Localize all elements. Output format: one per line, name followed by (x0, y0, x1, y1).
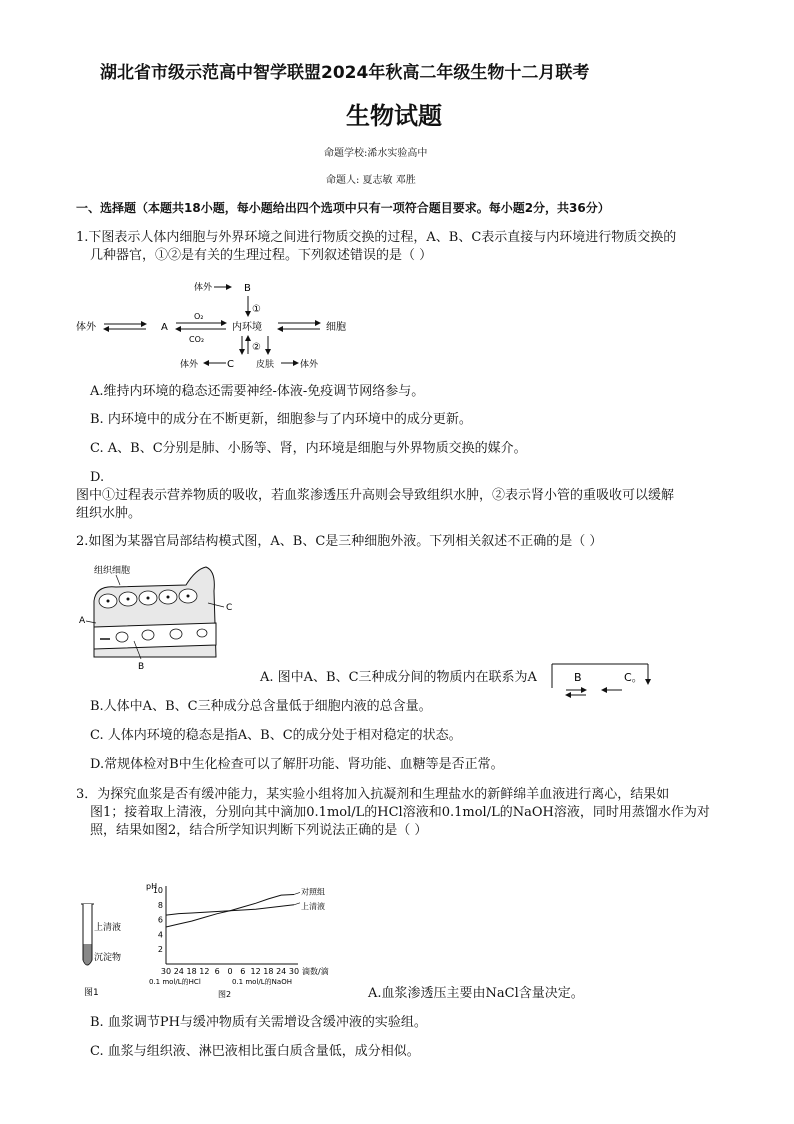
diagram-C: C (227, 359, 234, 370)
diagram-outside-right: 体外 (300, 360, 319, 370)
q2-option-a-diagram (548, 660, 654, 700)
page-title: 生物试题 (346, 102, 442, 130)
x-tick-label: 30 (288, 967, 300, 976)
x-tick-label: 24 (173, 967, 184, 976)
diagram-outside-left: 体外 (76, 322, 96, 333)
series-label-0: 对照组 (301, 887, 325, 897)
diagram-process-1: ① (252, 304, 261, 315)
x-tick-label: 24 (276, 967, 287, 976)
q1-option-c: C. A、B、C分别是肺、小肠等、肾，内环境是细胞与外界物质交换的媒介。 (90, 441, 527, 456)
x-label-naoh: 0.1 mol/L的NaOH (232, 978, 292, 986)
x-tick-label: 18 (263, 967, 274, 976)
diagram-label-B: B (574, 671, 582, 684)
q2-option-a: A. 图中A、B、C三种成分间的物质内在联系为A (260, 670, 537, 685)
q3-figure-1 (76, 900, 146, 1000)
diagram-cell: 细胞 (326, 322, 346, 333)
series-leader-1 (294, 903, 300, 905)
x-tick-label: 6 (240, 967, 246, 976)
fig2-caption: 图2 (218, 990, 232, 999)
q3-option-b: B. 血浆调节PH与缓冲物质有关需增设含缓冲液的实验组。 (90, 1015, 427, 1030)
diagram-B: B (244, 283, 251, 294)
q3-stem-line2: 图1；接着取上清液，分别向其中滴加0.1mol/L的HCl溶液和0.1mol/L的NaOH溶液，同时用蒸馏水作为对 (90, 805, 710, 820)
y-tick-label: 2 (157, 945, 163, 955)
diagram-label-C: C。 (624, 671, 643, 684)
series-line-1 (166, 905, 294, 915)
q3-stem-line3: 照，结果如图2，结合所学知识判断下列说法正确的是（ ） (90, 823, 428, 838)
x-tick-label: 30 (160, 967, 172, 976)
fig1-caption: 图1 (84, 988, 99, 998)
q1-stem-line1: 1.下图表示人体内细胞与外界环境之间进行物质交换的过程，A、B、C表示直接与内环境进行物质交换的 (76, 230, 677, 245)
diagram-O2: O₂ (194, 312, 204, 321)
y-tick-label: 8 (157, 900, 163, 910)
fig1-label-sediment: 沉淀物 (94, 953, 122, 963)
diagram-CO2: CO₂ (189, 335, 205, 344)
q1-option-d-line1: 图中①过程表示营养物质的吸收，若血浆渗透压升高则会导致组织水肿，②表示肾小管的重吸收可以缓解 (76, 488, 675, 503)
q3-figure-2-chart (146, 880, 356, 1000)
diagram-skin: 皮肤 (256, 360, 275, 370)
authors-line: 命题人: 夏志敏 邓胜 (326, 175, 416, 186)
figure-label-tissue-cell: 组织细胞 (94, 566, 131, 576)
school-line: 命题学校:浠水实验高中 (324, 148, 428, 159)
exam-title: 湖北省市级示范高中智学联盟2024年秋高二年级生物十二月联考 (100, 63, 590, 83)
x-axis-unit: 滴数/滴 (302, 967, 329, 976)
y-tick-label: 4 (157, 930, 163, 940)
q1-option-d: D. (90, 470, 105, 485)
y-tick-label: 10 (152, 886, 163, 895)
q3-stem-line1: 3．为探究血浆是否有缓冲能力，某实验小组将加入抗凝剂和生理盐水的新鲜绵羊血液进行离心，结果如 (76, 787, 670, 802)
q1-option-a: A.维持内环境的稳态还需要神经-体液-免疫调节网络参与。 (90, 384, 425, 399)
x-tick-label: 12 (250, 967, 261, 976)
q1-stem-line2: 几种器官，①②是有关的生理过程。下列叙述错误的是（ ） (90, 248, 433, 263)
series-label-1: 上清液 (301, 901, 325, 911)
diagram-A: A (161, 322, 168, 333)
y-axis-label: pH (146, 882, 158, 891)
q3-option-c: C. 血浆与组织液、淋巴液相比蛋白质含量低，成分相似。 (90, 1044, 420, 1059)
q2-option-d: D.常规体检对B中生化检查可以了解肝功能、肾功能、血糖等是否正常。 (90, 757, 504, 772)
x-tick-label: 12 (199, 967, 210, 976)
q3-option-a: A.血浆渗透压主要由NaCl含量决定。 (368, 986, 584, 1001)
diagram-outside-top: 体外 (194, 283, 213, 293)
x-tick-label: 18 (186, 967, 197, 976)
series-leader-0 (294, 892, 300, 894)
figure-label-A: A (79, 616, 86, 626)
q1-diagram (76, 278, 366, 372)
section-heading: 一、选择题（本题共18小题，每小题给出四个选项中只有一项符合题目要求。每小题2分，共36分） (76, 201, 610, 215)
figure-label-C: C (226, 603, 233, 613)
q2-option-b: B.人体中A、B、C三种成分总含量低于细胞内液的总含量。 (90, 699, 432, 714)
q2-option-c: C. 人体内环境的稳态是指A、B、C的成分处于相对稳定的状态。 (90, 728, 462, 743)
diagram-internal-env: 内环境 (232, 322, 262, 333)
q2-figure (76, 561, 252, 673)
figure-label-B: B (138, 662, 145, 672)
x-tick-label: 0 (227, 967, 233, 976)
q2-stem: 2.如图为某器官局部结构模式图，A、B、C是三种细胞外液。下列相关叙述不正确的是（ ） (76, 534, 603, 549)
q1-option-d-line2: 组织水肿。 (76, 506, 142, 521)
y-tick-label: 6 (157, 915, 163, 925)
fig1-label-supernatant: 上清液 (94, 923, 122, 933)
diagram-process-2: ② (252, 342, 261, 353)
q1-option-b: B. 内环境中的成分在不断更新，细胞参与了内环境中的成分更新。 (90, 412, 472, 427)
diagram-outside-bottom: 体外 (180, 360, 199, 370)
x-label-hcl: 0.1 mol/L的HCl (149, 978, 201, 986)
x-tick-label: 6 (214, 967, 220, 976)
